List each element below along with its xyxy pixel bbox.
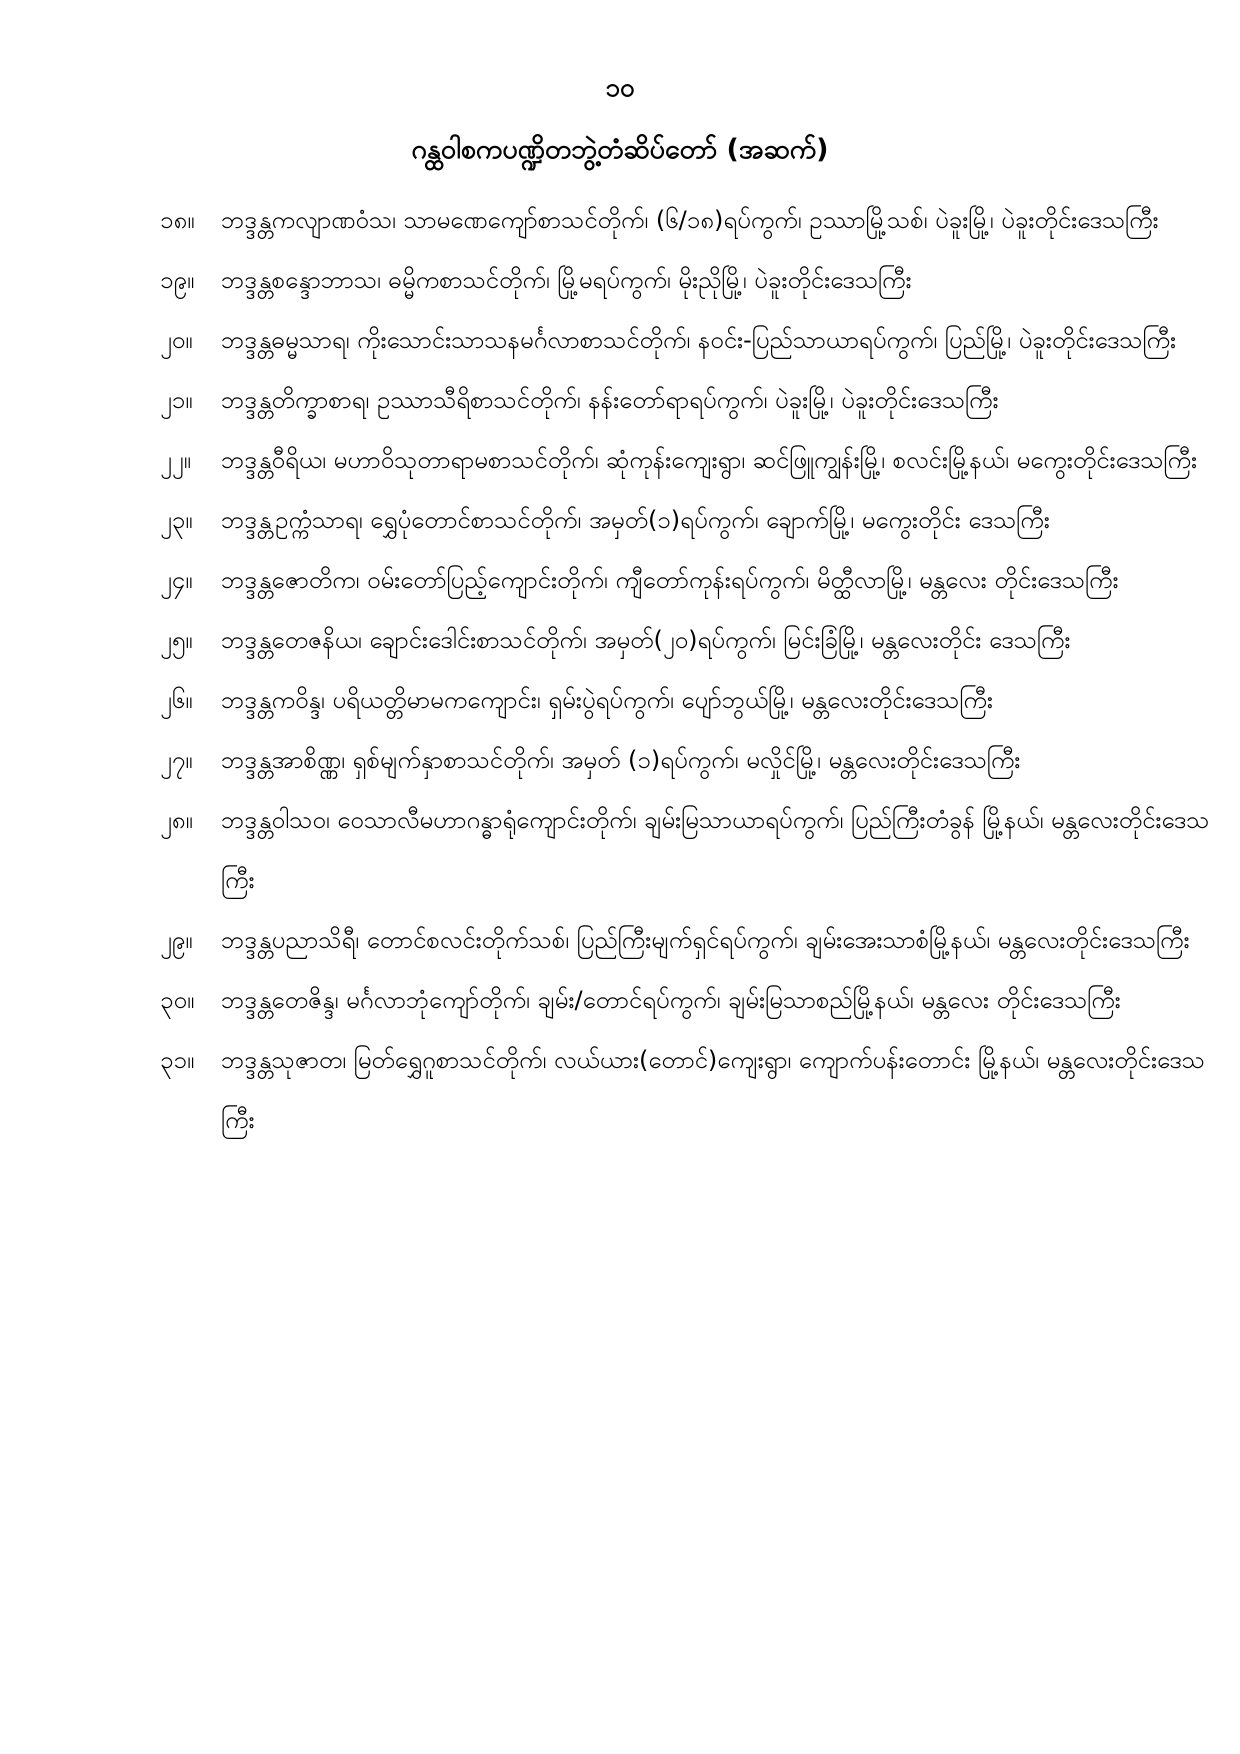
list-item [0, 430, 1221, 490]
list-item [0, 370, 1221, 430]
list-item [0, 310, 1221, 370]
entry-number: ၂၂။ [160, 446, 191, 474]
entry-number: ၃၀။ [160, 986, 195, 1014]
entry-text: ဘဒ္ဒန္တကလျာဏဝံသ၊ သာမဏေကျော်စာသင်တိုက်၊ (၆/၁၈)ရပ်ကွက်၊ ဥဿာမြို့သစ်၊ ပဲခူးမြို့၊ ပဲခူးတိုင်းဒေသကြီး [221, 206, 1159, 234]
entry-number: ၁၈။ [160, 206, 195, 234]
entry-number: ၂၅။ [160, 626, 193, 654]
list-item [0, 970, 1221, 1030]
page-number: ၁၀ [605, 73, 635, 103]
list-item [0, 730, 1221, 790]
list-item [0, 790, 1221, 910]
entry-text: ဘဒ္ဒန္တဇောတိက၊ ဝမ်းတော်ပြည့်ကျောင်းတိုက်၊ ကျီတော်ကုန်းရပ်ကွက်၊ မိတ္ထီလာမြို့၊ မန္တလေး တိုင်းဒေသကြီး [221, 566, 1119, 594]
list-item [0, 490, 1221, 550]
entry-number: ၂၁။ [160, 386, 193, 414]
entry-text: ဘဒ္ဒန္တစန္ဒောဘာသ၊ ဓမ္မိကစာသင်တိုက်၊ မြို့မရပ်ကွက်၊ မိုးညိုမြို့၊ ပဲခူးတိုင်းဒေသကြီး [221, 266, 912, 294]
entry-text: ဘဒ္ဒန္တဝါသဝ၊ ဝေသာလီမဟာဂန္ဓာရုံကျောင်းတိုက်၊ ချမ်းမြသာယာရပ်ကွက်၊ ပြည်ကြီးတံခွန် မြို့နယ်၊ မန္တလေးတိုင်းဒေသကြီး [221, 806, 1210, 894]
entry-text: ဘဒ္ဒန္တတေဇိန္ဒ၊ မင်္ဂလာဘုံကျော်တိုက်၊ ချမ်း/တောင်ရပ်ကွက်၊ ချမ်းမြသာစည်မြို့နယ်၊ မန္တလေး တိုင်းဒေသကြီး [221, 986, 1121, 1014]
entry-number: ၂၆။ [160, 686, 193, 714]
list-item [0, 550, 1221, 610]
list-item [0, 910, 1221, 970]
entry-text: ဘဒ္ဒန္တအာစိဏ္ဏ၊ ရှစ်မျက်နှာစာသင်တိုက်၊ အမှတ် (၁)ရပ်ကွက်၊ မလှိုင်မြို့၊ မန္တလေးတိုင်းဒေသကြီး [221, 746, 1021, 774]
list-item [0, 250, 1221, 310]
list-item [0, 190, 1221, 250]
entry-number: ၂၉။ [160, 926, 193, 954]
entry-number: ၃၁။ [160, 1046, 195, 1074]
entry-text: ဘဒ္ဒန္တကဝိန္ဒ၊ ပရိယတ္တိမာမကကျောင်း၊ ရှမ်းပွဲရပ်ကွက်၊ ပျော်ဘွယ်မြို့၊ မန္တလေးတိုင်းဒေသကြီး [221, 686, 993, 714]
entry-number: ၁၉။ [160, 266, 195, 294]
entry-text: ဘဒ္ဒန္တဥက္ကံသာရ၊ ရွှေပုံတောင်စာသင်တိုက်၊ အမှတ်(၁)ရပ်ကွက်၊ ချောက်မြို့၊ မကွေးတိုင်း ဒေသကြီး [221, 506, 1050, 534]
entry-list [0, 190, 1240, 1150]
list-item [0, 1030, 1221, 1150]
entry-text: ဘဒ္ဒန္တဓမ္မသာရ၊ ကိုးသောင်းသာသနမင်္ဂလာစာသင်တိုက်၊ နဝင်း-ပြည်သာယာရပ်ကွက်၊ ပြည်မြို့၊ ပဲခူးတိုင်းဒေသကြီး [221, 326, 1177, 354]
document-title: ဂန္ထဝါစကပဏ္ဍိတဘွဲ့တံဆိပ်တော် (အဆက်) [411, 134, 829, 165]
entry-number: ၂၀။ [160, 326, 193, 354]
entry-number: ၂၃။ [160, 506, 193, 534]
entry-text: ဘဒ္ဒန္တတိက္ခာစာရ၊ ဥဿာသီရိစာသင်တိုက်၊ နန်းတော်ရာရပ်ကွက်၊ ပဲခူးမြို့၊ ပဲခူးတိုင်းဒေသကြီး [221, 386, 999, 414]
entry-number: ၂၇။ [160, 746, 193, 774]
entry-text: ဘဒ္ဒန္တဝီရိယ၊ မဟာဝိသုတာရာမစာသင်တိုက်၊ ဆုံကုန်းကျေးရွာ၊ ဆင်ဖြူကျွန်းမြို့၊ စလင်းမြို့နယ်၊ မကွေးတိုင်းဒေသကြီး [221, 446, 1198, 474]
entry-text: ဘဒ္ဒန္တတေဇနိယ၊ ချောင်းဒေါင်းစာသင်တိုက်၊ အမှတ်(၂၀)ရပ်ကွက်၊ မြင်းခြံမြို့၊ မန္တလေးတိုင်း ဒေသကြီး [221, 626, 1071, 654]
list-item [0, 610, 1221, 670]
list-item [0, 670, 1221, 730]
entry-text: ဘဒ္ဒန္တသုဇာတ၊ မြတ်ရွှေဂူစာသင်တိုက်၊ လယ်ယား(တောင်)ကျေးရွာ၊ ကျောက်ပန်းတောင်း မြို့နယ်၊ မန္တလေးတိုင်းဒေသကြီး [221, 1046, 1205, 1134]
entry-number: ၂၄။ [160, 566, 193, 594]
entry-text: ဘဒ္ဒန္တပညာသိရီ၊ တောင်စလင်းတိုက်သစ်၊ ပြည်ကြီးမျက်ရှင်ရပ်ကွက်၊ ချမ်းအေးသာစံမြို့နယ်၊ မန္တလေးတိုင်းဒေသကြီး [221, 926, 1190, 954]
entry-number: ၂၈။ [160, 806, 193, 834]
